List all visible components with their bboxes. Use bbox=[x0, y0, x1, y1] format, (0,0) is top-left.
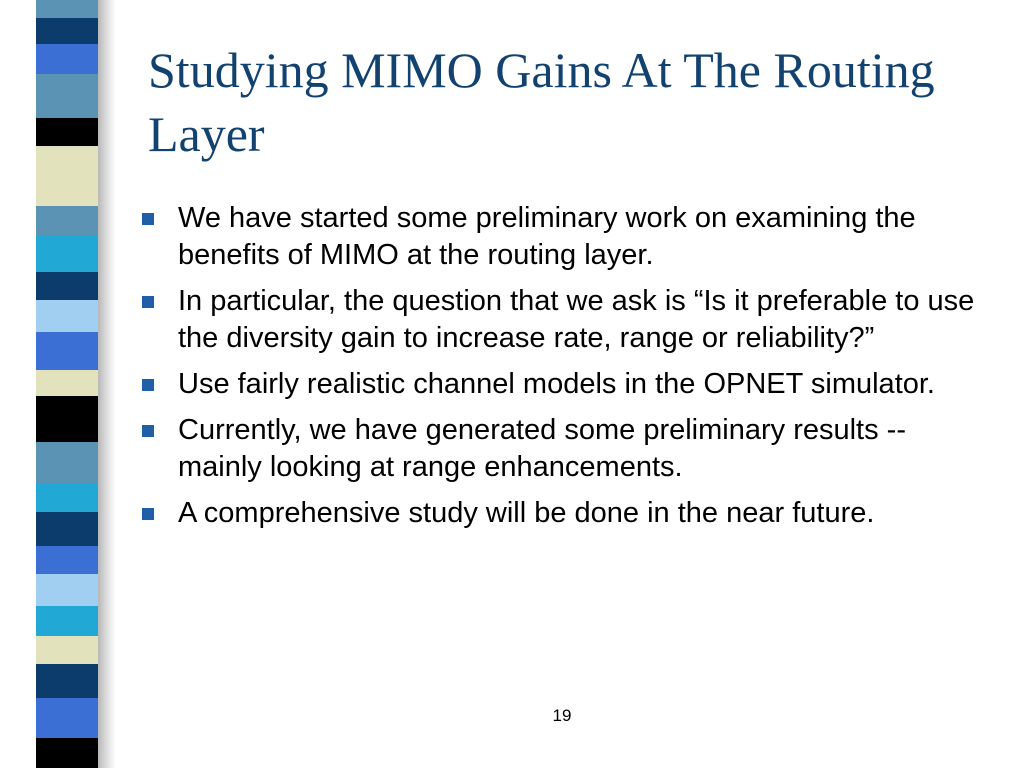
bullet-text: Currently, we have generated some preliminary results -- mainly looking at range enhancements. bbox=[178, 414, 906, 483]
decorative-stripe bbox=[36, 118, 98, 146]
bullet-text: Use fairly realistic channel models in the OPNET simulator. bbox=[178, 368, 935, 400]
decorative-stripe bbox=[36, 0, 98, 18]
decorative-stripe bbox=[36, 396, 98, 442]
decorative-stripe bbox=[36, 180, 98, 206]
square-bullet-icon bbox=[142, 508, 154, 520]
decorative-stripe bbox=[36, 74, 98, 118]
decorative-stripe-bar bbox=[0, 0, 120, 768]
square-bullet-icon bbox=[142, 213, 154, 225]
bullet-text: In particular, the question that we ask is “Is it preferable to use the diversity gain to increase rate, range or reliability?” bbox=[178, 285, 975, 354]
decorative-stripe bbox=[36, 332, 98, 370]
decorative-stripe bbox=[36, 484, 98, 512]
decorative-stripe bbox=[36, 512, 98, 546]
decorative-stripe bbox=[36, 546, 98, 574]
decorative-stripe bbox=[36, 236, 98, 272]
page-number: 19 bbox=[552, 706, 572, 725]
decorative-stripe bbox=[36, 698, 98, 738]
decorative-stripe bbox=[36, 272, 98, 300]
square-bullet-icon bbox=[142, 425, 154, 437]
decorative-stripe bbox=[36, 206, 98, 236]
square-bullet-icon bbox=[142, 379, 154, 391]
bullet-item bbox=[140, 366, 980, 403]
bullet-item bbox=[140, 495, 980, 532]
decorative-stripe bbox=[36, 606, 98, 636]
bullet-item bbox=[140, 283, 980, 357]
decorative-stripe bbox=[36, 442, 98, 484]
decorative-stripe bbox=[36, 574, 98, 606]
decorative-stripe bbox=[36, 146, 98, 180]
decorative-stripe bbox=[36, 18, 98, 44]
bullet-item bbox=[140, 412, 980, 486]
decorative-stripe bbox=[36, 664, 98, 698]
decorative-stripe bbox=[36, 738, 98, 768]
bullet-item bbox=[140, 200, 980, 274]
decorative-stripe bbox=[36, 44, 98, 74]
decorative-stripe bbox=[36, 636, 98, 664]
square-bullet-icon bbox=[142, 296, 154, 308]
bullet-text: A comprehensive study will be done in the near future. bbox=[178, 497, 875, 529]
bullet-list bbox=[140, 200, 980, 541]
bullet-text: We have started some preliminary work on examining the benefits of MIMO at the routing layer. bbox=[178, 202, 916, 271]
decorative-stripe bbox=[36, 300, 98, 332]
decorative-stripe bbox=[36, 370, 98, 396]
slide-title: Studying MIMO Gains At The Routing Layer bbox=[148, 42, 935, 162]
stripe-bar-shadow bbox=[98, 0, 116, 768]
